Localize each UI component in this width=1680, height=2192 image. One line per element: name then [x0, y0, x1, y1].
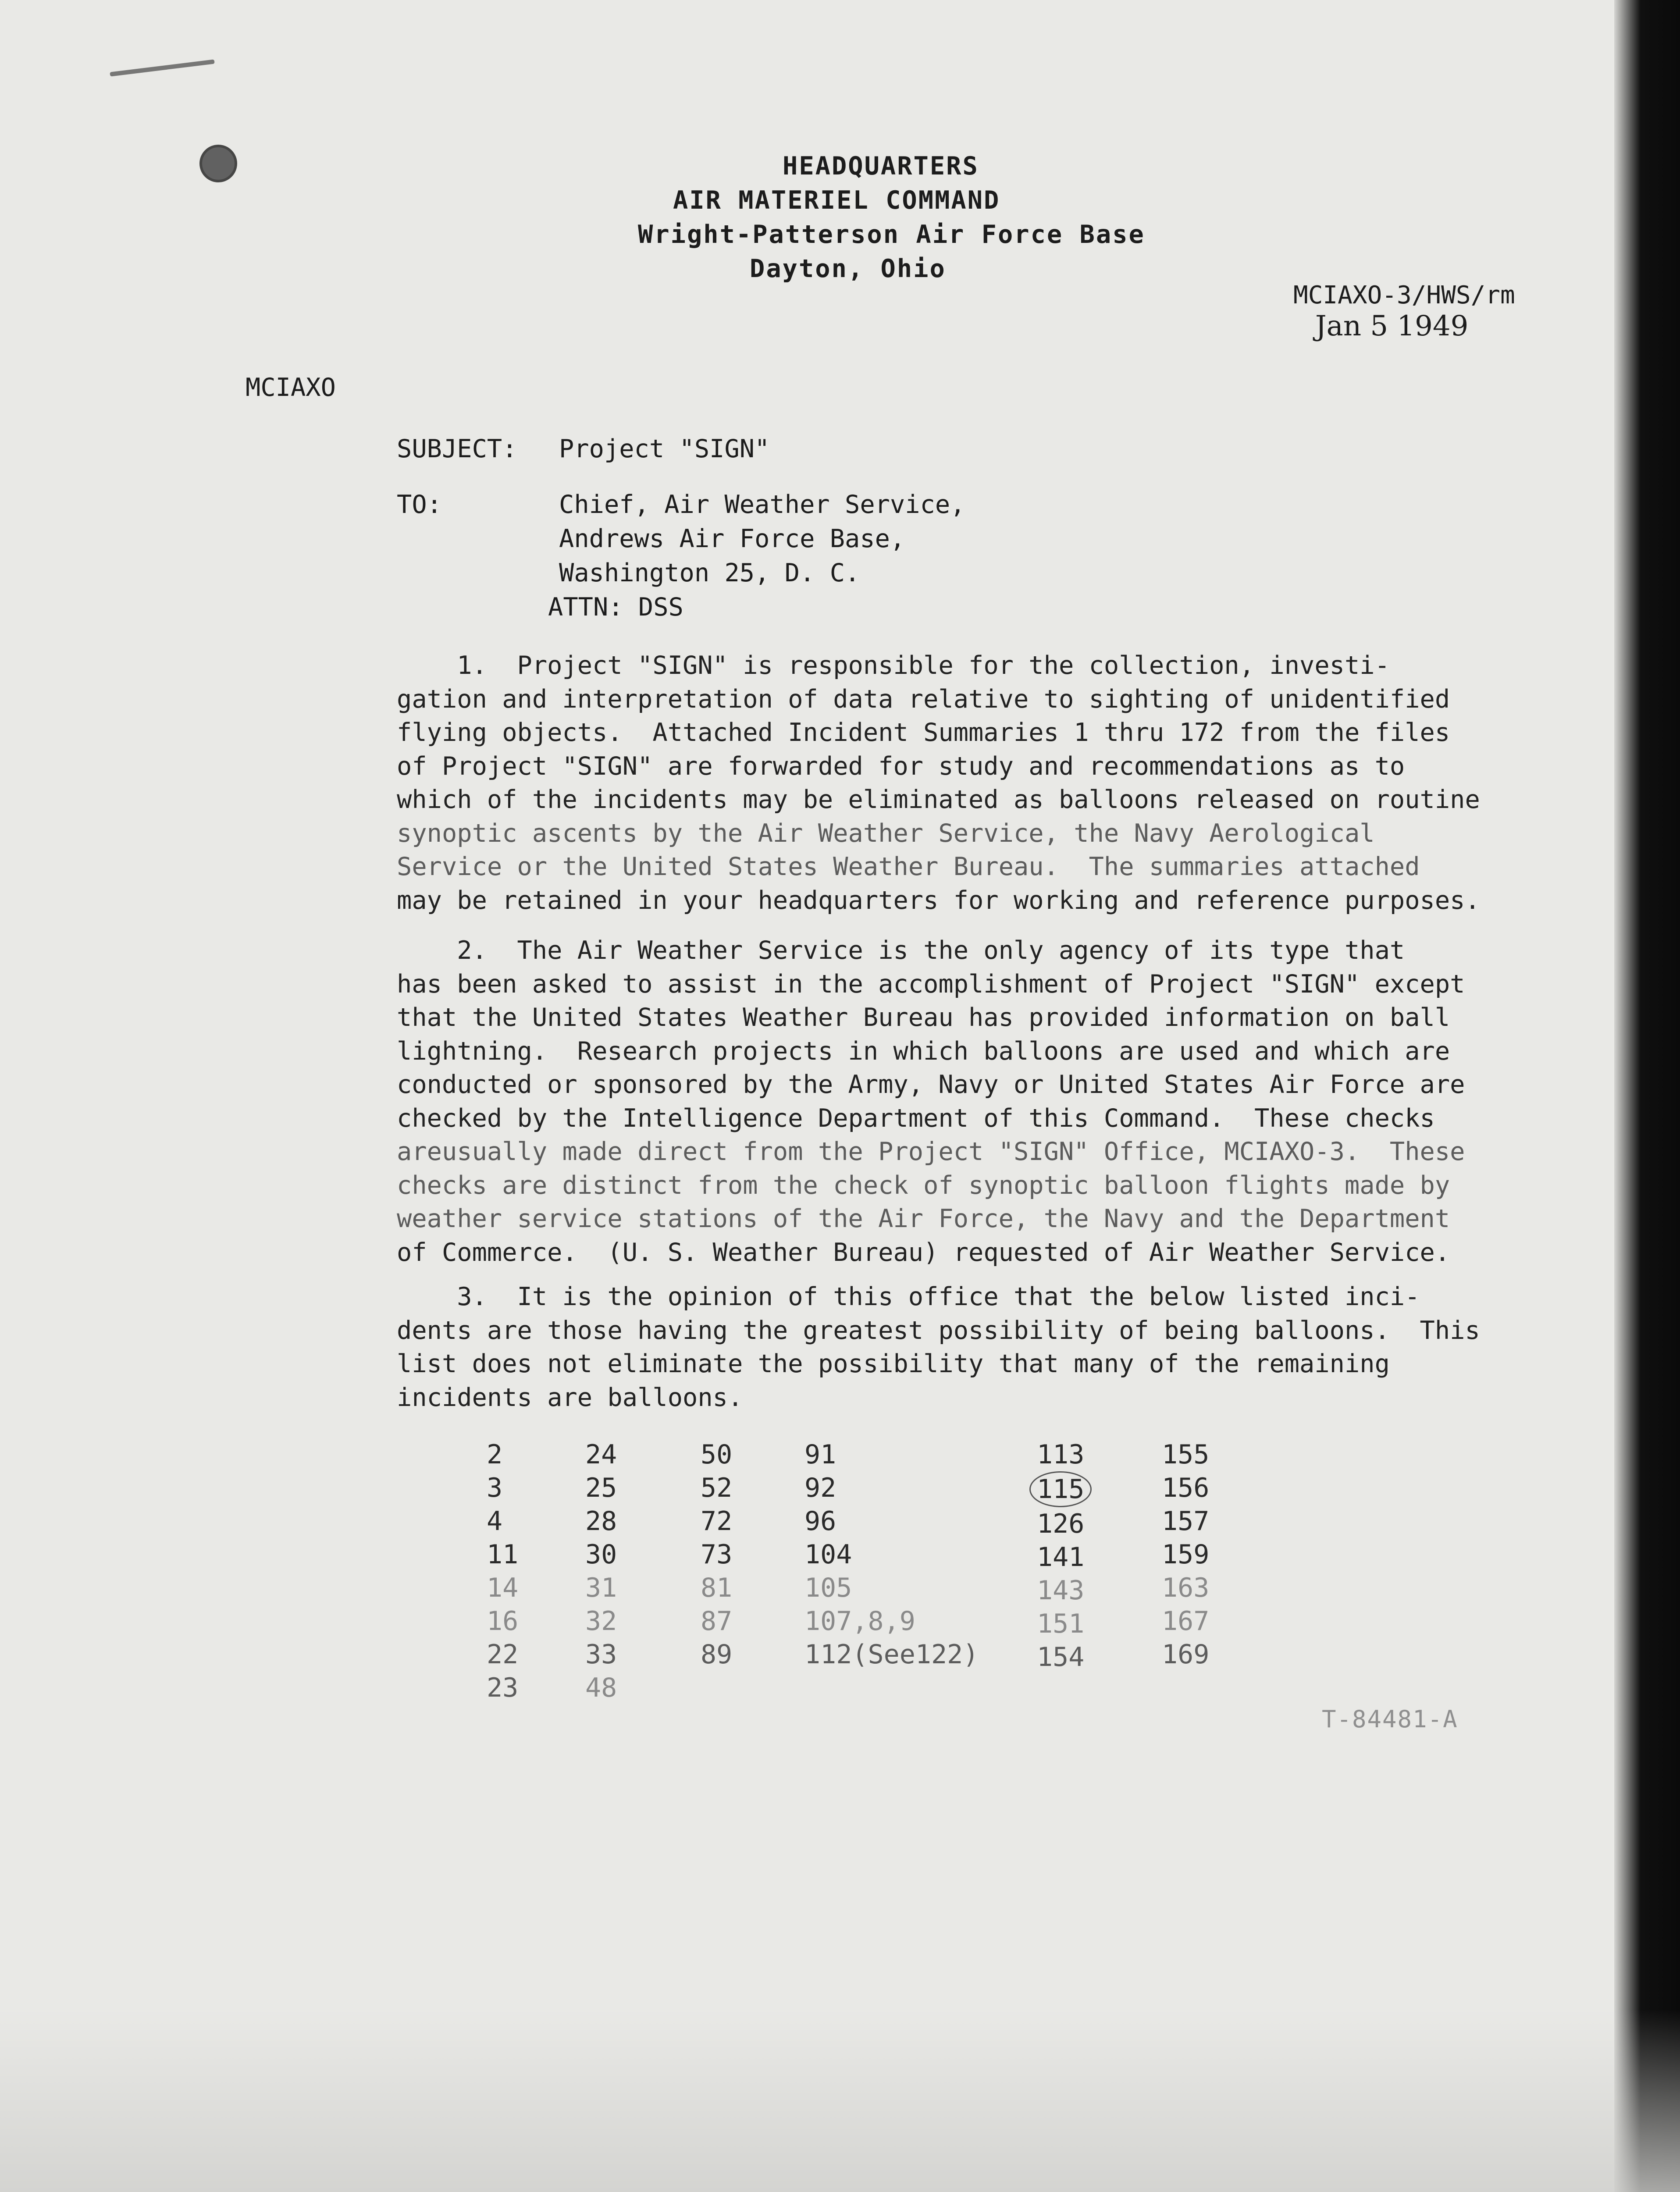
- letterhead-line-4: Dayton, Ohio: [750, 254, 946, 283]
- incident-number: 143: [1037, 1575, 1085, 1606]
- scan-dark-edge: [1614, 0, 1680, 2192]
- incident-number: 73: [701, 1539, 733, 1570]
- incident-number: 30: [585, 1539, 617, 1570]
- paragraph-line: of Commerce. (U. S. Weather Bureau) requested of Air Weather Service.: [397, 1238, 1450, 1267]
- incident-number: 89: [701, 1639, 733, 1670]
- paragraph-line: 1. Project "SIGN" is responsible for the collection, investi-: [397, 651, 1390, 680]
- incident-number: 157: [1162, 1506, 1210, 1537]
- incident-number: 25: [585, 1473, 617, 1503]
- paragraph-line: list does not eliminate the possibility that many of the remaining: [397, 1349, 1390, 1378]
- incident-number: 87: [701, 1606, 733, 1637]
- from-office: MCIAXO: [246, 373, 336, 402]
- incident-column-2: [585, 1438, 617, 1704]
- incident-number: 24: [585, 1439, 617, 1470]
- to-line-4: ATTN: DSS: [548, 593, 683, 622]
- incident-number: 11: [487, 1539, 519, 1570]
- scan-bottom-fade: [0, 2009, 1680, 2192]
- paragraph-line: of Project "SIGN" are forwarded for study and recommendations as to: [397, 751, 1405, 781]
- paragraph-1: [397, 649, 1480, 917]
- incident-number: 23: [487, 1672, 519, 1703]
- letterhead-line-1: HEADQUARTERS: [783, 152, 979, 181]
- incident-number: 169: [1162, 1639, 1210, 1670]
- incident-column-1: [487, 1438, 518, 1704]
- incident-column-5: [1037, 1438, 1092, 1674]
- incident-number: 3: [487, 1473, 503, 1503]
- incident-number: 96: [804, 1506, 836, 1537]
- to-line-1: Chief, Air Weather Service,: [559, 490, 965, 519]
- incident-column-4: [804, 1438, 979, 1671]
- incident-number: 163: [1162, 1573, 1210, 1603]
- incident-number: 141: [1037, 1542, 1085, 1573]
- paragraph-line: flying objects. Attached Incident Summaries 1 thru 172 from the files: [397, 718, 1450, 747]
- subject-label: SUBJECT:: [397, 434, 517, 463]
- paragraph-line: incidents are balloons.: [397, 1383, 743, 1412]
- incident-number: 50: [701, 1439, 733, 1470]
- incident-number: 167: [1162, 1606, 1210, 1637]
- incident-number: 159: [1162, 1539, 1210, 1570]
- incident-number: 105: [804, 1573, 852, 1603]
- to-line-2: Andrews Air Force Base,: [559, 524, 905, 553]
- letter-date: Jan 5 1949: [1315, 310, 1469, 342]
- paragraph-line: checked by the Intelligence Department of this Command. These checks: [397, 1103, 1435, 1133]
- incident-number: 31: [585, 1573, 617, 1603]
- document-reference: T-84481-A: [1322, 1705, 1458, 1733]
- incident-number: 16: [487, 1606, 519, 1637]
- letterhead-line-2: AIR MATERIEL COMMAND: [673, 186, 1000, 215]
- letterhead-line-3: Wright-Patterson Air Force Base: [638, 220, 1145, 249]
- paragraph-line: that the United States Weather Bureau has provided information on ball: [397, 1003, 1450, 1032]
- incident-number: 115: [1029, 1471, 1092, 1507]
- scan-mark: [110, 59, 214, 76]
- incident-number: 72: [701, 1506, 733, 1537]
- incident-number: 126: [1037, 1509, 1085, 1539]
- to-line-3: Washington 25, D. C.: [559, 559, 860, 587]
- incident-number: 22: [487, 1639, 519, 1670]
- paragraph-line: gation and interpretation of data relative to sighting of unidentified: [397, 684, 1450, 714]
- incident-number: 52: [701, 1473, 733, 1503]
- incident-number: 28: [585, 1506, 617, 1537]
- incident-number: 91: [804, 1439, 836, 1470]
- incident-number: 113: [1037, 1439, 1085, 1470]
- paragraph-line: checks are distinct from the check of synoptic balloon flights made by: [397, 1171, 1450, 1200]
- to-label: TO:: [397, 490, 442, 519]
- paragraph-line: may be retained in your headquarters for working and reference purposes.: [397, 886, 1480, 915]
- incident-number: 33: [585, 1639, 617, 1670]
- paragraph-line: weather service stations of the Air Force, the Navy and the Department: [397, 1204, 1450, 1233]
- incident-column-6: [1162, 1438, 1209, 1671]
- incident-number: 32: [585, 1606, 617, 1637]
- paragraph-line: 2. The Air Weather Service is the only agency of its type that: [397, 936, 1405, 965]
- incident-number: 151: [1037, 1608, 1085, 1639]
- paragraph-line: which of the incidents may be eliminated as balloons released on routine: [397, 785, 1480, 814]
- subject-value: Project "SIGN": [559, 434, 770, 463]
- incident-number: 4: [487, 1506, 503, 1537]
- incident-number: 154: [1037, 1642, 1085, 1672]
- paragraph-line: areusually made direct from the Project "SIGN" Office, MCIAXO-3. These: [397, 1137, 1465, 1166]
- incident-number: 155: [1162, 1439, 1210, 1470]
- incident-number: 14: [487, 1573, 519, 1603]
- incident-column-3: [701, 1438, 732, 1671]
- paragraph-line: has been asked to assist in the accomplishment of Project "SIGN" except: [397, 969, 1465, 999]
- incident-number: 112(See122): [804, 1639, 979, 1670]
- incident-number: 156: [1162, 1473, 1210, 1503]
- paragraph-line: synoptic ascents by the Air Weather Service, the Navy Aerological: [397, 818, 1375, 848]
- paragraph-3: [397, 1280, 1480, 1414]
- file-reference: MCIAXO-3/HWS/rm: [1293, 281, 1515, 310]
- paragraph-line: dents are those having the greatest possibility of being balloons. This: [397, 1316, 1480, 1345]
- incident-number: 81: [701, 1573, 733, 1603]
- incident-number: 92: [804, 1473, 836, 1503]
- paragraph-line: Service or the United States Weather Bureau. The summaries attached: [397, 852, 1420, 881]
- paragraph-line: conducted or sponsored by the Army, Navy or United States Air Force are: [397, 1070, 1465, 1099]
- incident-number: 107,8,9: [804, 1606, 915, 1637]
- paragraph-line: lightning. Research projects in which balloons are used and which are: [397, 1036, 1450, 1066]
- paragraph-line: 3. It is the opinion of this office that the below listed inci-: [397, 1282, 1420, 1311]
- incident-number: 104: [804, 1539, 852, 1570]
- punch-hole-icon: [199, 145, 237, 182]
- incident-number: 48: [585, 1672, 617, 1703]
- incident-number: 2: [487, 1439, 503, 1470]
- paragraph-2: [397, 934, 1465, 1269]
